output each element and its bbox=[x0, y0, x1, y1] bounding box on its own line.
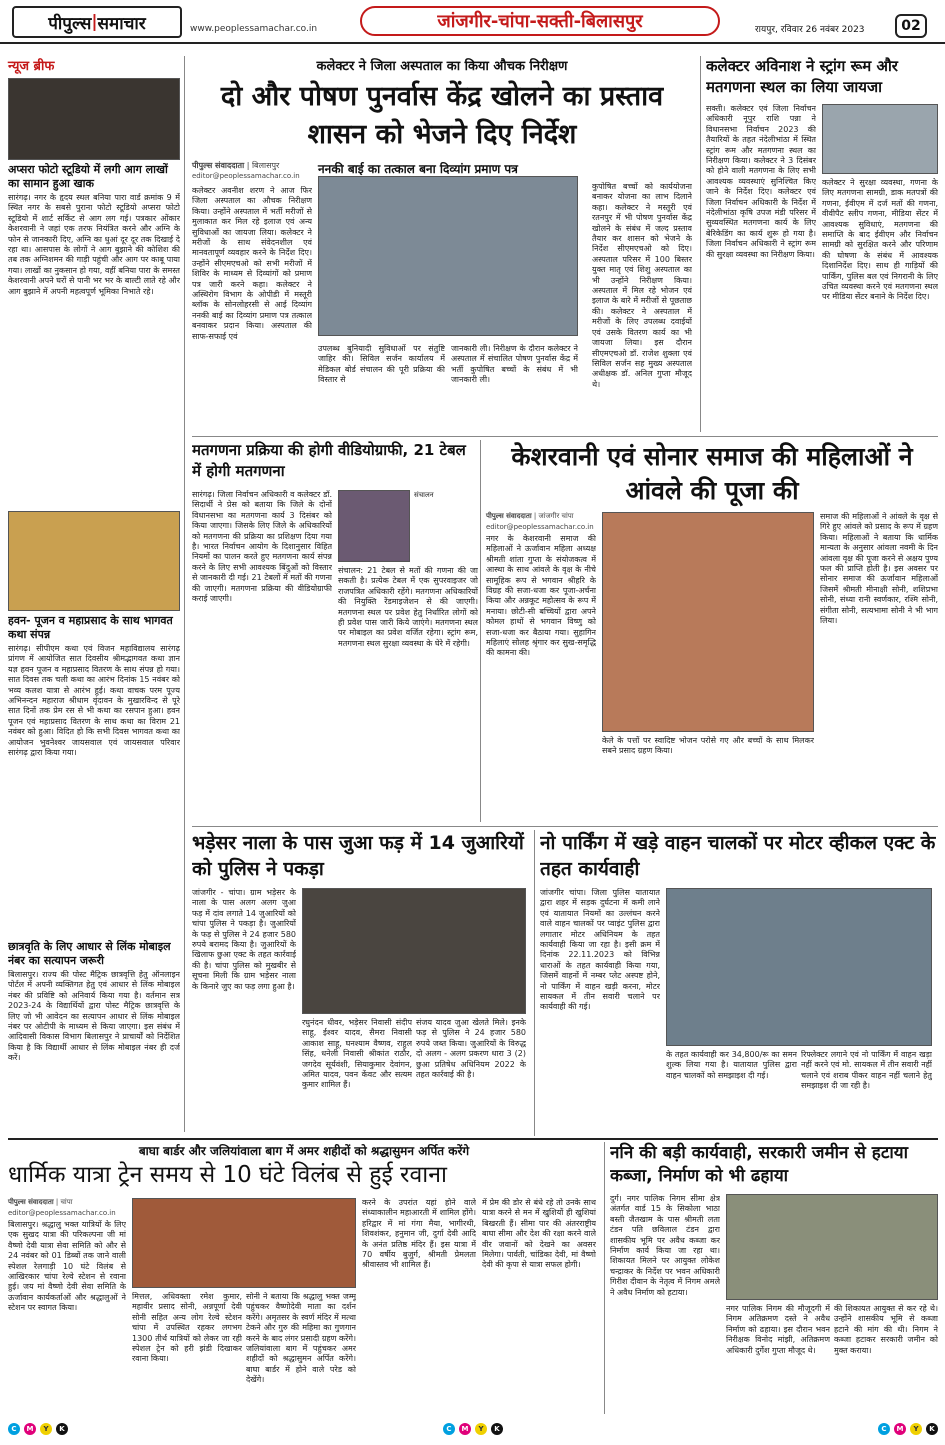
train-headline: धार्मिक यात्रा ट्रेन समय से 10 घंटे विलंब से हुई रवाना bbox=[8, 1162, 447, 1188]
gambling-story bbox=[192, 830, 530, 1136]
train-pilgrims-photo bbox=[132, 1198, 356, 1288]
amla-puja-headline: केशरवानी एवं सोनार समाज की महिलाओं ने आंवले की पूजा की bbox=[511, 442, 913, 505]
masthead bbox=[0, 0, 945, 44]
logo-right: समाचार bbox=[97, 13, 146, 34]
no-parking-caption-2: रिफ्लेक्टर लगाने एवं नो पार्किंग में वाहन खड़ा नहीं करने एवं मो. सायकल में तीन सवारी नहीं चलाने एवं शराब पीकर वाहन नहीं चलाने हेतु समझाइश दी जा रही है। bbox=[801, 1050, 932, 1091]
demolition-photo bbox=[726, 1194, 938, 1300]
train-byline-email[interactable]: editor@peoplessamachar.co.in bbox=[8, 1209, 116, 1217]
column-divider bbox=[604, 1142, 605, 1414]
gambling-caption-1: रघुनंदन धीवर, भड़ेसर निवासी संदीप साहू, ईश्वर यादव, सैमरा निवासी आकाश साहू, घनश्याम वैष्णव, राहुल सिंह, धनेली निवासी श्रीकांत राठौर, जगदेव सूर्यवंशी, सियाकुमार देवांगन, अमित यादव, पवन केंवट और सत्यम कुमार शामिल हैं। bbox=[302, 1018, 412, 1090]
site-url[interactable]: www.peoplessamachar.co.in bbox=[190, 24, 318, 34]
cmyk-registration-strip bbox=[8, 1420, 938, 1438]
train-col5: में प्रेम की डोर से बंधे रहे तो उनके साथ यात्रा करने से मन में खुशियों ही खुशियां बिखरती हैं। सीमा पार की अंतरराष्ट्रीय बाघा सीमा और देश की रक्षा करने वाले वीर जवानों को देखने का अवसर मिलेगा। पार्वती, चांडिका देवी, मां वैष्णो देवी की कृपा से यात्रा सफल होगी। bbox=[482, 1198, 596, 1270]
lead-caption-2: जानकारी ली। निरीक्षण के दौरान कलेक्टर ने अस्पताल में संचालित पोषण पुनर्वास केंद्र में भर्ती कुपोषित बच्चों के संबंध में भी जानकारी ली। bbox=[451, 344, 578, 385]
lead-byline-name: पीपुल्स संवाददाता bbox=[192, 161, 245, 170]
brief-item3-text: बिलासपुर। राज्य की पोस्ट मैट्रिक छात्रवृत्ति हेतु ऑनलाइन पोर्टल में अपनी व्यक्तिगत हेतु एवं आधार से लिंक मोबाइल नंबर की प्रविष्टि को अनिवार्य किया गया है। वर्तमान सत्र 2023-24 के विद्यार्थियों द्वारा पोस्ट मैट्रिक छात्रवृत्ति के लिए जो भी आवेदन का सत्यापन आधार से लिंक मोबाइल नंबर पर ओटीपी के माध्यम से किया जाएगा। इस संबंध में आदिवासी विकास विभाग बिलासपुर ने प्राचार्यों को निर्देशित किया है कि विद्यार्थी आधार से लिंक मोबाइल नंबर ही दर्ज करें। bbox=[8, 970, 180, 1063]
no-parking-headline: नो पार्किंग में खड़े वाहन चालकों पर मोटर व्हीकल एक्ट के तहत कार्यवाही bbox=[540, 832, 936, 880]
brief-item1-text: सारंगढ़। नगर के हृदय स्थल बनिया पारा वार्ड क्रमांक 9 में स्थित नगर के सबसे पुराना फोटो स्टूडियो अप्सरा फोटो स्टूडियो में शार्ट सर्किट से आग लग गई। पत्रकार ओंकार केशरवानी ने जहां एक तरफ नियंत्रित करने और अग्नि के फोन से जानकारी दिए, अग्नि का धुआं दूर दूर तक दिखाई दे रहा था। आसपास के लोगों ने आग बुझाने की कोशिश की तब तक अग्निशमन की गाड़ी पहुंची और आग पर काबू पाया गया। लाखों का नुकसान हो गया, वहीं बनिया पारा के समस्त केशरवानी अपने घरों से पानी भर भर के बाल्टी लाते रहे और आग बुझाने में अपनी महत्वपूर्ण भूमिका निभाते रहे। bbox=[8, 193, 180, 296]
amla-byline-name: पीपुल्स संवाददाता bbox=[486, 512, 532, 520]
amla-byline-email[interactable]: editor@peoplessamachar.co.in bbox=[486, 523, 594, 531]
train-story: बाघा बार्डर और जलियांवाला बाग में अमर शहीदों को श्रद्धासुमन अर्पित करेंगे धार्मिक यात्रा ट्रेन समय से 10 घंटे विलंब से हुई रवाना पीपुल्स संवाददाता | चांपा editor@peoplessamachar.co.in बिलासपुर। श्रद्धालु भक्त यात्रियों के लिए एक सुखद यात्रा की परिकल्पना जी मां वैष्णो देवी यात्रा सेवा समिति को और से 24 नवंबर को 01 डिब्बों तक जाने वाली स्पेशल रेलगाड़ी 10 घंटे विलंब से आखिरकार चांपा रेल्वे स्टेशन से रवाना हुई। जय मां वैष्णो देवी सेवा समिति के ऊर्जावान कार्यकर्ताओं और श्रद्धालुओं ने स्टेशन पर स्वागत किया। मित्तल, अधिवक्ता रमेश कुमार, महावीर प्रसाद सोनी, अन्नपूर्णा देवी सोनी सहित अन्य लोग रेल्वे स्टेशन चांपा में उपस्थित रहकर लगभग 1300 तीर्थ यात्रियों को लेकर जा रही स्पेशल ट्रेन को हरी झंडी दिखाकर रवाना किया। सोनी ने बताया कि श्रद्धालु भक्त जम्मू पहुंचकर वैष्णोदेवी माता का दर्शन करेंगे। अमृतसर के स्वर्ण मंदिर में मत्था टेकने और गुरु की महिमा का गुणगान करने के बाद लंगर प्रसादी ग्रहण करेंगे। जलियांवाला बाग में पहुंचकर अमर शहीदों को श्रद्धासुमन अर्पित करेंगे। बाघा बार्डर में होने वाले परेड को देखेंगे। करने के उपरांत यहां होने वाले संध्याकालीन महाआरती में शामिल होंगे। हरिद्वार में मां गंगा मैया, भागीरथी, शिवशंकर, हनुमान जी, दुर्गा देवी आदि के अनंत प्रतिष्ठ मंदिर हैं। इस यात्रा में 70 वर्षीय बुजुर्ग, श्रीमती प्रेमलता श्रीवास्तव भी शामिल हैं। में प्रेम की डोर से बंधे रहे तो उनके साथ यात्रा करने से मन में खुशियों ही खुशियां बिखरती हैं। सीमा पार की अंतरराष्ट्रीय बाघा सीमा और देश की रक्षा करने वाले वीर जवानों को देखने का अवसर मिलेगा। पार्वती, चांडिका देवी, मां वैष्णो देवी की कृपा से यात्रा सफल होगी। bbox=[8, 1142, 600, 1414]
vote-count-story bbox=[192, 440, 478, 822]
strong-room-headline: कलेक्टर अविनाश ने स्ट्रांग रूम और मतगणना स्थल का लिया जायजा bbox=[706, 57, 898, 96]
parking-vehicles-photo bbox=[666, 888, 932, 1046]
no-parking-col1: जांजगीर चांपा। जिला पुलिस यातायात द्वारा शहर में सड़क दुर्घटना में कमी लाने एवं यातायात नियमों का उल्लंघन करने वाले वाहन चालकों पर प्वाइंट पुलिस द्वारा लगातार मोटर अधिनियम के तहत कार्यवाही किया जा रहा है। इसी क्रम में दिनांक 22.11.2023 को विभिन्न धाराओं के तहत कार्यवाही किया गया, जिसमें वाहनों में नम्बर प्लेट अस्पष्ट होने, नो पार्किंग में वाहन खड़ी करना, मोटर सायकल में तीन सवारी चलाने पर कार्यवाही की गई। bbox=[540, 888, 660, 1012]
column-divider bbox=[534, 830, 535, 1136]
lead-byline-email[interactable]: editor@peoplessamachar.co.in bbox=[192, 172, 300, 180]
encroachment-col1: दुर्ग। नगर पालिक निगम सीमा क्षेत्र अंतर्गत वार्ड 15 के सिकोला भाठा बस्ती जैतखाम के पास श्रीमती लता टंडन पति छविलाल टंडन द्वारा शासकीय भूमि पर अवैध कब्जा कर निर्माण कार्य किया जा रहा था। शिकायत मिलने पर आयुक्त लोकेश चन्द्राकर के निर्देश पर भवन अधिकारी गिरीश दीवान के नेतृत्व में निगम अमले ने अवैध निर्माण को हटाया। bbox=[610, 1194, 720, 1297]
lead-story: कलेक्टर ने जिला अस्पताल का किया औचक निरीक्षण दो और पोषण पुनर्वास केंद्र खोलने का प्रस्ताव शासन को भेजने दिए निर्देश पीपुल्स संवाददाता | बिलासपुर editor@peoplessamachar.co.in कलेक्टर अवनीश शरण ने आज फिर जिला अस्पताल का औचक निरीक्षण किया। उन्होंने अस्पताल में भर्ती मरीजों से मुलाकात कर मिल रहे इलाज एवं अन्य सुविधाओं का जायजा लिया। कलेक्टर ने मरीजों के साथ संवेदनशील एवं मानवतापूर्ण व्यवहार करने के निर्देश दिए। उन्होंने सीएमएचओ को सभी मरीजों में शिविर के माध्यम से दिव्यांगों को प्रमाण पत्र जारी करने कहा। कलेक्टर ने अस्थिरोग विभाग के ओपीडी में मस्तूरी ब्लॉक के सोनलोहरसी से आई दिव्यांग ननकी बाई का दिव्यांग प्रमाण पत्र तत्काल बनवाकर प्रदान किया। अस्पताल की साफ-सफाई एवं ननकी बाई का तत्काल बना दिव्यांग प्रमाण पत्र उपलब्ध बुनियादी सुविधाओं पर संतुष्टि जाहिर की। सिविल सर्जन कार्यालय में मेडिकल बोर्ड संचालन की पूरी प्रक्रिया की विस्तार से जानकारी ली। निरीक्षण के दौरान कलेक्टर ने अस्पताल में संचालित पोषण पुनर्वास केंद्र में भर्ती कुपोषित बच्चों के संबंध में भी जानकारी ली। bbox=[192, 56, 692, 432]
train-col3: सोनी ने बताया कि श्रद्धालु भक्त जम्मू पहुंचकर वैष्णोदेवी माता का दर्शन करेंगे। अमृतसर के स्वर्ण मंदिर में मत्था टेकने और गुरु की महिमा का गुणगान करने के बाद लंगर प्रसादी ग्रहण करेंगे। जलियांवाला बाग में पहुंचकर अमर शहीदों को श्रद्धासुमन अर्पित करेंगे। बाघा बार्डर में होने वाले परेड को देखेंगे। bbox=[246, 1292, 356, 1385]
train-col1: बिलासपुर। श्रद्धालु भक्त यात्रियों के लिए एक सुखद यात्रा की परिकल्पना जी मां वैष्णो देवी यात्रा सेवा समिति को और से 24 नवंबर को 01 डिब्बों तक जाने वाली स्पेशल रेलगाड़ी 10 घंटे विलंब से आखिरकार चांपा रेल्वे स्टेशन से रवाना हुई। जय मां वैष्णो देवी सेवा समिति के ऊर्जावान कार्यकर्ताओं और श्रद्धालुओं ने स्टेशन पर स्वागत किया। bbox=[8, 1220, 126, 1313]
bhagwat-katha-photo bbox=[8, 511, 180, 611]
lead-subhead: ननकी बाई का तत्काल बना दिव्यांग प्रमाण पत्र bbox=[318, 162, 518, 176]
brief-item1-title: अप्सरा फोटो स्टूडियो में लगी आग लाखों का सामान हुआ खाक bbox=[8, 163, 168, 190]
gambling-caption-2: संजय यादव जुआ खेलते मिले। इनके फड़ से पुलिस ने 24 हजार 580 रुपये जब्त किया। जुआरियों के विरुद्ध दो अलग - अलग प्रकरण धारा 3 (2) छुआ प्रतिषेध अधिनियम 2022 के तहत कार्रवाई की है। bbox=[416, 1018, 526, 1080]
encroachment-caption-1: नगर पालिक निगम की मौजूदगी में निगम अतिक्रमण दस्ते ने अवैध निर्माण को ढहाया। इस दौरान भवन निरीक्षक विनोद मांझी, अतिक्रमण अधिकारी दुर्गेश गुप्ता मौजूद थे। bbox=[726, 1304, 830, 1355]
section-divider bbox=[192, 826, 938, 827]
women-puja-photo bbox=[602, 512, 814, 732]
logo-left: पीपुल्स bbox=[48, 13, 92, 34]
strong-room-col1: सक्ती। कलेक्टर एवं जिला निर्वाचन अधिकारी नूपुर राशि पन्ना ने विधानसभा निर्वाचन 2023 की तैयारियों के तहत नंदेलीभांठा में स्थित स्ट्रांग रूम और मतगणना स्थल का निरीक्षण किया। कलेक्टर ने 3 दिसंबर को होने वाली मतगणना के लिए सभी आवश्यक व्यवस्थाएं सुनिश्चित किए जाने के निर्देश दिए। कलेक्टर एवं जिला निर्वाचन अधिकारी के निर्देश में नंदेलीभांठा कृषि उपज मंडी परिसर में सुव्यवस्थित मतगणना कार्य के लिए बेरिकेडिंग का कार्य शुरू हो गया है। जिला निर्वाचन अधिकारी ने स्ट्रांग रूम की सुरक्षा व्यवस्था का निरीक्षण किया। bbox=[706, 104, 816, 259]
gamblers-photo bbox=[302, 888, 526, 1014]
cmyk-marks-center: C M Y K bbox=[443, 1420, 503, 1438]
amla-col1: नगर के केशरवानी समाज की महिलाओं ने ऊर्जावान महिला अध्यक्ष श्रीमती शांता गुप्ता के संयोजकत्व में आस्था के साथ आंवले के वृक्ष के नीचे सामूहिक रूप से भगवान श्रीहरि के विग्रह की सजा-धजा कर पूजा-अर्चना किया और अन्नकूट महोत्सव के रूप में मनाया। छोटी-सी बच्चियों द्वारा अपने कोमल हाथों से भगवान विष्णु को सजा-धजा कर बैठाया गया। सुहागिन महिलाएं सोलह श्रृंगार कर सुख-समृद्धि की कामना की। bbox=[486, 534, 596, 658]
vote-count-headline: मतगणना प्रक्रिया की होगी वीडियोग्राफी, 21 टेबल में होगी मतगणना bbox=[192, 441, 466, 480]
news-brief-title: न्यूज ब्रीफ bbox=[8, 59, 55, 74]
newspaper-logo: पीपुल्स | समाचार bbox=[12, 6, 182, 38]
page-number: 02 bbox=[895, 14, 927, 38]
vote-count-col2: संचालन: 21 टेबल से मतों की गणना की जा सकती है। प्रत्येक टेबल में एक सुपरवाइजर जो राजपत्रित अधिकारी रहेंगे। मतगणना अधिकारियों की नियुक्ति रेंडमाइजेशन से की जाएगी। मतगणना स्थल पर प्रवेश हेतु निर्धारित लोगों को ही प्रवेश पास जारी किये जाएंगे। मतगणना स्थल पर मोबाइल का प्रवेश वर्जित रहेगा। स्ट्रांग रूम, मतगणना स्थल सुरक्षा व्यवस्था के घेरे में रहेगी। bbox=[338, 566, 478, 648]
lead-byline-place: बिलासपुर bbox=[251, 161, 280, 170]
gambling-col1: जांजगीर - चांपा। ग्राम भड़ेसर के नाला के पास अलग अलग जुआ फड़ में दांव लगाते 14 जुआरियों को चांपा पुलिस ने पकड़ा है। जुआरियों के फड़ से पुलिस ने 24 हजार 580 रुपये बरामद किया है। जुआरियों के खिलाफ छुआ एक्ट के तहत कार्रवाई की है। चांपा पुलिस को मुखबीर से सूचना मिली कि ग्राम भड़ेसर नाला के किनारे जुए का फड़ लगा हुआ है। bbox=[192, 888, 296, 991]
brief-item2-title: हवन- पूजन व महाप्रसाद के साथ भागवत कथा संपन्न bbox=[8, 614, 173, 641]
section-divider bbox=[192, 436, 938, 437]
cmyk-marks-right: C M Y K bbox=[878, 1420, 938, 1438]
column-divider bbox=[184, 56, 185, 1132]
lead-caption-1: उपलब्ध बुनियादी सुविधाओं पर संतुष्टि जाहिर की। सिविल सर्जन कार्यालय में मेडिकल बोर्ड संचालन की पूरी प्रक्रिया की विस्तार से bbox=[318, 344, 445, 385]
train-byline-name: पीपुल्स संवाददाता bbox=[8, 1198, 54, 1206]
no-parking-story bbox=[540, 830, 938, 1136]
column-divider bbox=[700, 56, 701, 432]
amla-col3: समाज की महिलाओं ने आंवले के वृक्ष से गिरे हुए आंवले को प्रसाद के रूप में ग्रहण किया। महिलाओं ने बताया कि धार्मिक मान्यता के अनुसार आंवला नवमी के दिन आंवला वृक्ष की पूजा करने से अक्षय पुण्य फल की प्राप्ति होती है। इस अवसर पर सोनार समाज की ऊर्जावान महिलाओं जिसमें श्रीमती मीनाक्षी सोनी, शशिप्रभा सोनी, संध्या रानी स्वर्णकार, रश्मि सोनी, संगीता सोनी, सत्यभामा सोनी ने भी भाग लिया। bbox=[820, 512, 938, 626]
train-caption: मित्तल, अधिवक्ता रमेश कुमार, महावीर प्रसाद सोनी, अन्नपूर्णा देवी सोनी सहित अन्य लोग रेल्वे स्टेशन चांपा में उपस्थित रहकर लगभग 1300 तीर्थ यात्रियों को लेकर जा रही स्पेशल ट्रेन को हरी झंडी दिखाकर रवाना किया। bbox=[132, 1292, 242, 1364]
encroachment-story bbox=[610, 1142, 938, 1414]
no-parking-caption-1: के तहत कार्यवाही कर 34,800/रू का समन शुल्क लिया गया है। यातायात पुलिस द्वारा वाहन चालकों को समझाइश दी गई। bbox=[666, 1050, 797, 1080]
lead-col4: कुपोषित बच्चों को कार्ययोजना बनाकर योजना का लाभ दिलाने कहा। कलेक्टर ने मस्तूरी एवं रतनपुर में भी पोषण पुनर्वास केंद्र खोलने के संबंध में जल्द प्रस्ताव तैयार कर शासन को भेजने के निर्देश सीएमएचओ को दिए। अस्पताल परिसर में 100 बिस्तर युक्त मातृ एवं शिशु अस्पताल का भी उन्होंने निरीक्षण किया। अस्पताल में मिल रहे भोजन एवं इलाज के बारे में मरीजों से पूछताछ की। कलेक्टर ने अस्पताल में मरीजों के लिए उपलब्ध दवाईयों एवं उसके वितरण कार्य का भी जायजा लिया। इस दौरान सीएमएचओ डॉ. राजेश शुक्ला एवं सिविल सर्जन सह मुख्य अस्पताल अधीक्षक डॉ. अनिल गुप्ता मौजूद थे। bbox=[592, 182, 692, 389]
strong-room-photo bbox=[822, 104, 938, 174]
brief-item3-title: छात्रवृति के लिए आधार से लिंक मोबाइल नंबर का सत्यापन जरूरी bbox=[8, 940, 171, 967]
lead-kicker: कलेक्टर ने जिला अस्पताल का किया औचक निरीक्षण bbox=[316, 59, 568, 74]
amla-byline-place: जांजगीर चांपा bbox=[538, 512, 574, 520]
news-brief-column bbox=[8, 56, 180, 1136]
brief-item2-text: सारंगढ़। सीपीएम कथा एवं विजन महाविद्यालय सारंगढ़ प्रांगण में आयोजित सात दिवसीय श्रीमद्भागवत कथा ज्ञान यज्ञ हवन पूजन व महाप्रसाद वितरण के साथ संपन्न हो गया। सात दिवस तक चली कथा का आरंभ दिनांक 15 नवंबर को भव्य कलश यात्रा से आरंभ हुई। कथा वाचक परम पूज्य अभिनन्दन महाराज श्रीधाम वृंदावन के मुखारविन्द से पूरे सात दिनों तक प्रेम रस से भी कथा का रसपान हुआ। हवन पूजन एवं महाप्रसाद वितरण के साथ कथा का विराम 21 नवंबर को हुआ। विदित हो कि सभी दिवस भागवत कथा का आयोजन भुवनेश्वर जायसवाल एवं जायसवाल परिवार सारंगढ़ द्वारा किया गया। bbox=[8, 644, 180, 758]
studio-fire-photo bbox=[8, 78, 180, 160]
collector-portrait-photo bbox=[338, 490, 410, 562]
strong-room-col2: कलेक्टर ने सुरक्षा व्यवस्था, गणना के लिए मतगणना सामग्री, डाक मतपत्रों की गणना, ईवीएम में दर्ज मतों की गणना, वीवीपैट स्लीप गणना, मीडिया सेंटर में आवश्यक सुविधाएं, मतगणना की समाप्ति के बाद ईवीएम और निर्वाचन सामग्री को सुरक्षित करने और परिणाम की घोषणा के संबंध में आवश्यक दिशानिर्देश दिए। साथ ही गाड़ियों की पार्किंग, पुलिस बल एवं निगरानी के लिए उचित व्यवस्था करने एवं मतगणना स्थल पर मीडिया सेंटर बनाने के निर्देश दिए। bbox=[822, 178, 938, 302]
vote-count-col1: सारंगढ़। जिला निर्वाचन अधिकारी व कलेक्टर डॉ. सिदार्थी ने प्रेस को बताया कि जिले के दोनों विधानसभा का मतगणना कार्य 3 दिसंबर को किया जाएगा। जिसके लिए जिले के अधिकारियों को मतगणना की प्रक्रिया का प्रशिक्षण दिया गया है। भारत निर्वाचन आयोग के दिशानुसार विहित नियमों का पालन करते हुए मतगणना कार्य संपन्न करने के लिए सभी आवश्यक बिंदुओं को विस्तार से जानकारी दी गई। 21 टेबलों में मतों की गणना की जाएगी। मतगणना प्रक्रिया की वीडियोग्राफी कराई जाएगी। bbox=[192, 490, 332, 604]
section-divider bbox=[8, 1138, 938, 1140]
edition-cities: जांजगीर-चांपा-सक्ती-बिलासपुर bbox=[360, 6, 720, 36]
lead-headline: दो और पोषण पुनर्वास केंद्र खोलने का प्रस्ताव शासन को भेजने दिए निर्देश bbox=[220, 81, 664, 150]
column-divider bbox=[480, 440, 481, 822]
hospital-inspection-photo bbox=[318, 176, 578, 336]
lead-col1: कलेक्टर अवनीश शरण ने आज फिर जिला अस्पताल का औचक निरीक्षण किया। उन्होंने अस्पताल में भर्ती मरीजों से मुलाकात कर मिल रहे इलाज एवं अन्य सुविधाओं का जायजा लिया। कलेक्टर ने मरीजों के साथ संवेदनशील एवं मानवतापूर्ण व्यवहार करने के निर्देश दिए। उन्होंने सीएमएचओ को सभी मरीजों में शिविर के माध्यम से दिव्यांगों को प्रमाण पत्र जारी करने कहा। कलेक्टर ने अस्थिरोग विभाग के ओपीडी में मस्तूरी ब्लॉक के सोनलोहरसी से आई दिव्यांग ननकी बाई का दिव्यांग प्रमाण पत्र तत्काल बनवाकर प्रदान किया। अस्पताल की साफ-सफाई एवं bbox=[192, 186, 312, 341]
encroachment-caption-2: की शिकायत आयुक्त से कर रहे थे। उन्होंने शासकीय भूमि से कब्जा हटाने की मांग की थी। निगम ने कब्जा हटाकर सरकारी जमीन को मुक्त कराया। bbox=[834, 1304, 938, 1355]
train-kicker: बाघा बार्डर और जलियांवाला बाग में अमर शहीदों को श्रद्धासुमन अर्पित करेंगे bbox=[138, 1144, 470, 1158]
amla-caption: केले के पत्तों पर स्वादिष्ट भोजन परोसे गए और बच्चों के साथ मिलकर सबने प्रसाद ग्रहण किया। bbox=[602, 736, 814, 756]
issue-date: रायपुर, रविवार 26 नवंबर 2023 bbox=[755, 25, 865, 35]
train-byline-place: चांपा bbox=[60, 1198, 73, 1206]
cmyk-marks-left: C M Y K bbox=[8, 1420, 68, 1438]
encroachment-headline: ननि की बड़ी कार्यवाही, सरकारी जमीन से हटाया कब्जा, निर्माण को भी ढहाया bbox=[610, 1143, 909, 1186]
vote-count-col2a: संचालन bbox=[414, 491, 434, 499]
gambling-headline: भड़ेसर नाला के पास जुआ फड़ में 14 जुआरियों को पुलिस ने पकड़ा bbox=[192, 832, 524, 880]
train-col4: करने के उपरांत यहां होने वाले संध्याकालीन महाआरती में शामिल होंगे। हरिद्वार में मां गंगा मैया, भागीरथी, शिवशंकर, हनुमान जी, दुर्गा देवी आदि के अनंत प्रतिष्ठ मंदिर हैं। इस यात्रा में 70 वर्षीय बुजुर्ग, श्रीमती प्रेमलता श्रीवास्तव भी शामिल हैं। bbox=[362, 1198, 476, 1270]
strong-room-story bbox=[706, 56, 938, 432]
amla-puja-story: केशरवानी एवं सोनार समाज की महिलाओं ने आंवले की पूजा की पीपुल्स संवाददाता | जांजगीर चांपा editor@peoplessamachar.co.in नगर के केशरवानी समाज की महिलाओं ने ऊर्जावान महिला अध्यक्ष श्रीमती शांता गुप्ता के संयोजकत्व में आस्था के साथ आंवले के वृक्ष के नीचे सामूहिक रूप से भगवान श्रीहरि के विग्रह की सजा-धजा कर पूजा-अर्चना किया और अन्नकूट महोत्सव के रूप में मनाया। छोटी-सी बच्चियों द्वारा अपने कोमल हाथों से भगवान विष्णु को सजा-धजा कर बैठाया गया। सुहागिन महिलाएं सोलह श्रृंगार कर सुख-समृद्धि की कामना की। केले के पत्तों पर स्वादिष्ट भोजन परोसे गए और बच्चों के साथ मिलकर सबने प्रसाद ग्रहण किया। समाज की महिलाओं ने आंवले के वृक्ष से गिरे हुए आंवले को प्रसाद के रूप में ग्रहण किया। महिलाओं ने बताया कि धार्मिक मान्यता के अनुसार आंवला नवमी के दिन आंवला वृक्ष की पूजा करने से अक्षय पुण्य फल की प्राप्ति होती है। इस अवसर पर सोनार समाज की ऊर्जावान महिलाओं जिसमें श्रीमती मीनाक्षी सोनी, शशिप्रभा सोनी, संध्या रानी स्वर्णकार, रश्मि सोनी, संगीता सोनी, सत्यभामा सोनी ने भी भाग लिया। bbox=[486, 440, 938, 822]
